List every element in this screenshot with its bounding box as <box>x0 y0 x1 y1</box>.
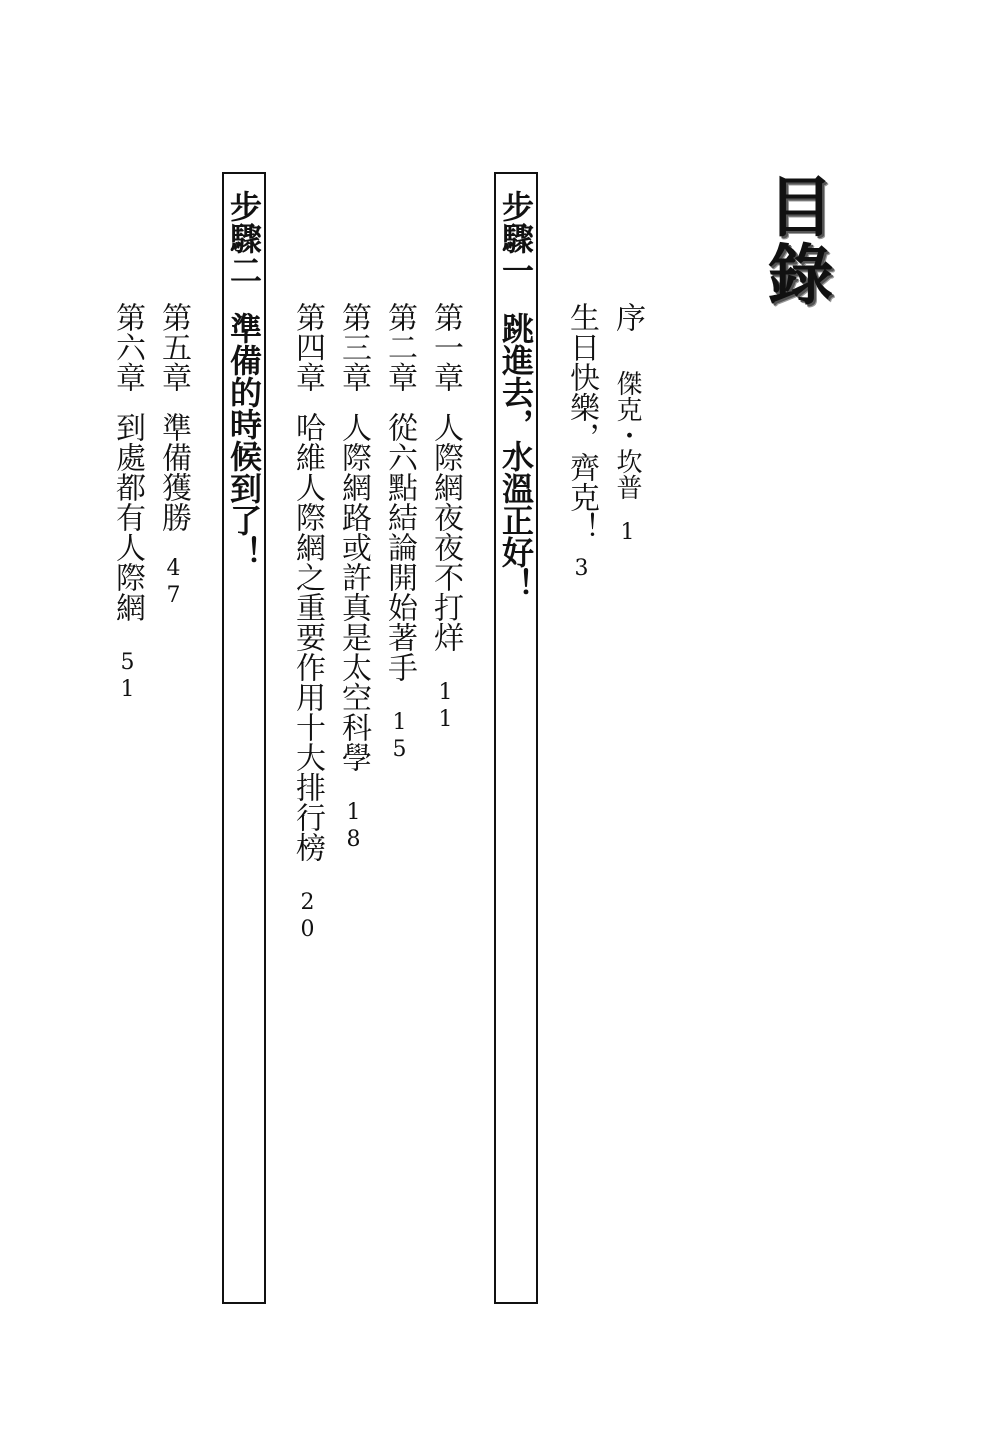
chapter-title: 哈維人際網之重要作用十大排行榜 <box>290 412 325 862</box>
toc-entry-chapter-3[interactable] <box>336 302 371 854</box>
chapter-title: 準備獲勝 <box>156 412 191 532</box>
chapter-page-number: 51 <box>115 650 140 704</box>
entry-title: 生日快樂，齊克！ <box>564 302 599 542</box>
entry-page-number: 1 <box>615 520 640 547</box>
chapter-title: 到處都有人際網 <box>110 412 145 622</box>
step-label: 步驟一 <box>497 190 535 286</box>
chapter-title: 從六點結論開始著手 <box>382 412 417 682</box>
toc-entry-chapter-5[interactable] <box>156 302 191 610</box>
step-title: 準備的時候到了！ <box>225 312 263 568</box>
toc-entry-chapter-6[interactable] <box>110 302 145 704</box>
step-title: 跳進去，水溫正好！ <box>497 312 535 600</box>
chapter-label: 第三章 <box>336 302 371 392</box>
step-two-box <box>222 172 266 1304</box>
toc-entry-chapter-4[interactable] <box>290 302 325 944</box>
chapter-label: 第二章 <box>382 302 417 392</box>
chapter-label: 第一章 <box>428 302 463 392</box>
step-one-box <box>494 172 538 1304</box>
entry-page-number: 3 <box>569 556 594 583</box>
step-heading[interactable] <box>497 190 535 600</box>
entry-author: 傑克・坎普 <box>612 370 642 500</box>
chapter-page-number: 11 <box>433 680 458 734</box>
step-heading[interactable] <box>225 190 263 568</box>
step-label: 步驟二 <box>225 190 263 286</box>
chapter-title: 人際網夜夜不打烊 <box>428 412 463 652</box>
page-title: 目錄 <box>756 172 834 308</box>
chapter-page-number: 15 <box>387 710 412 764</box>
chapter-page-number: 20 <box>295 890 320 944</box>
chapter-page-number: 47 <box>161 556 186 610</box>
chapter-page-number: 18 <box>341 800 366 854</box>
toc-entry-preface[interactable] <box>610 302 645 547</box>
chapter-label: 第五章 <box>156 302 191 392</box>
toc-entry-chapter-1[interactable] <box>428 302 463 734</box>
toc-entry-birthday[interactable] <box>564 302 599 583</box>
toc-entry-chapter-2[interactable] <box>382 302 417 764</box>
chapter-label: 第四章 <box>290 302 325 392</box>
chapter-label: 第六章 <box>110 302 145 392</box>
chapter-title: 人際網路或許真是太空科學 <box>336 412 371 772</box>
entry-label: 序 <box>610 302 645 332</box>
